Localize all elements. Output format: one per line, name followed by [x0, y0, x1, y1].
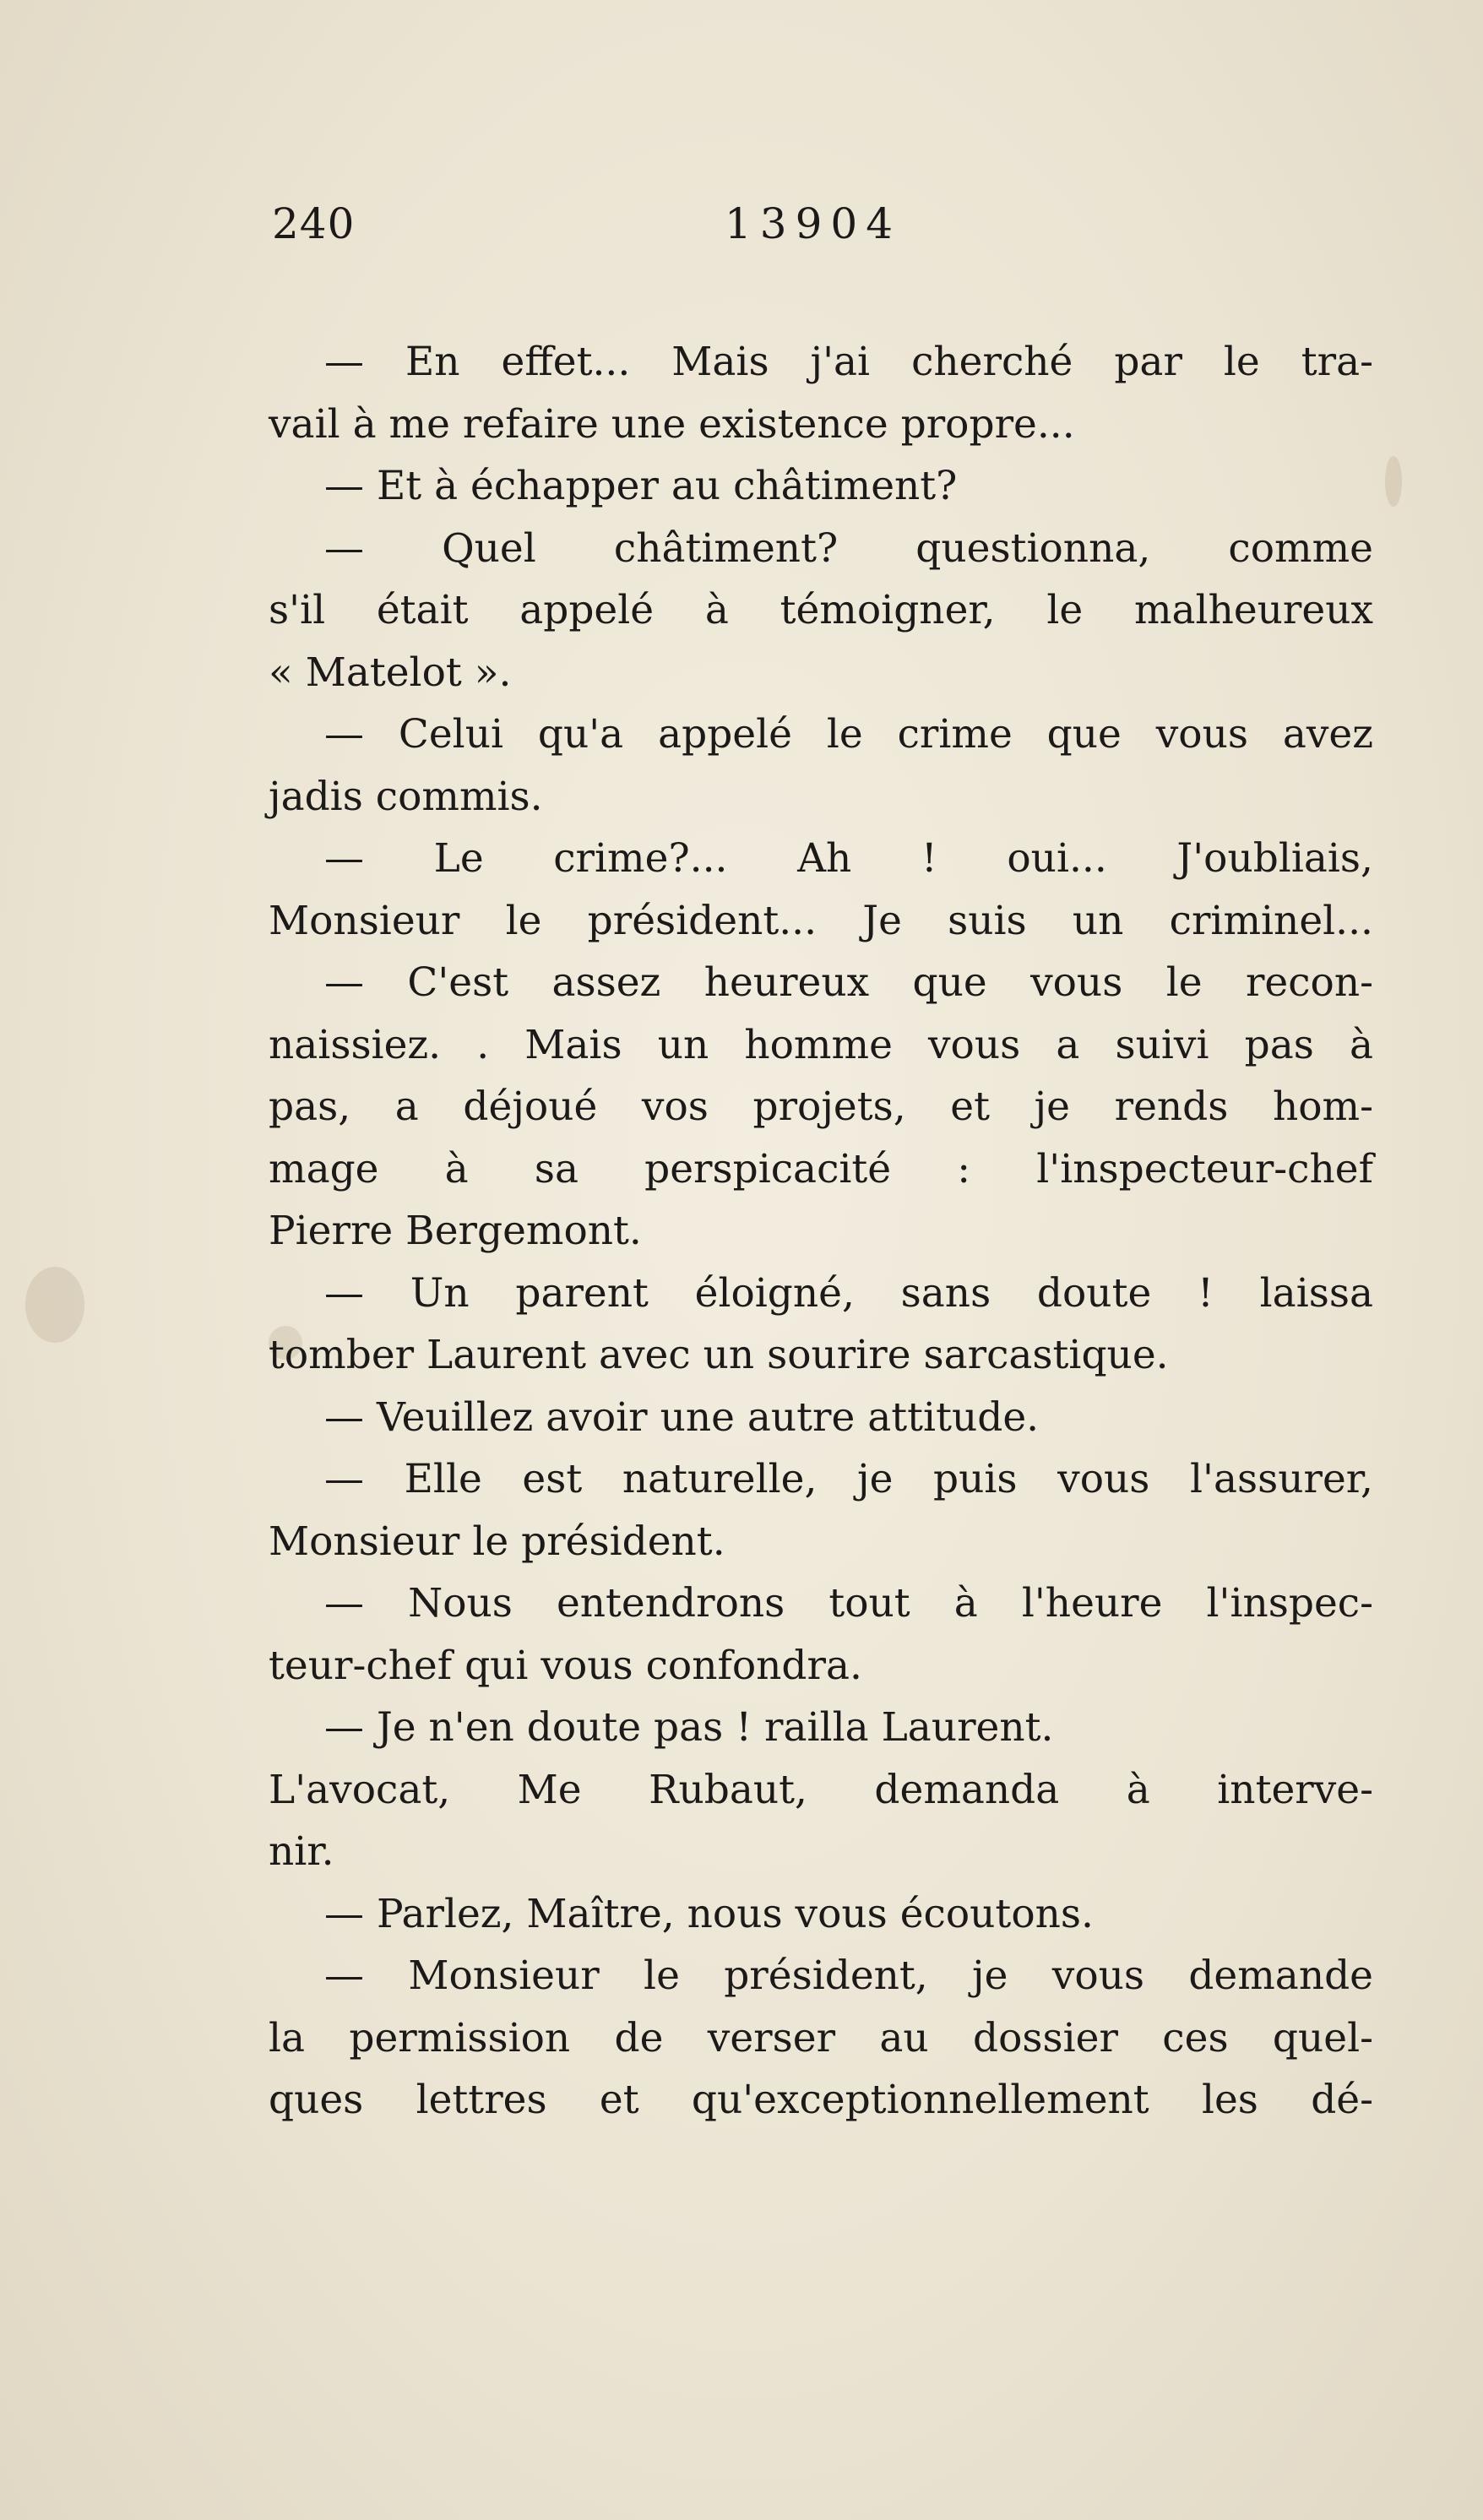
text-line: — Je n'en doute pas ! railla Laurent.	[324, 1704, 1054, 1751]
running-title: 13904	[725, 199, 902, 248]
text-line: — Celui qu'a appelé le crime que vous avez	[324, 711, 1373, 758]
text-line: mage à sa perspicacité : l'inspecteur-chef	[269, 1145, 1373, 1192]
text-line: — Parlez, Maître, nous vous écoutons.	[324, 1890, 1094, 1937]
text-line: tomber Laurent avec un sourire sarcastique.	[269, 1332, 1169, 1378]
page-header	[272, 199, 1167, 267]
text-line: teur-chef qui vous confondra.	[269, 1642, 862, 1689]
paper-stain	[25, 1267, 84, 1343]
text-line: ques lettres et qu'exceptionnellement les dé-	[269, 2077, 1373, 2123]
text-line: s'il était appelé à témoigner, le malheureux	[269, 587, 1373, 633]
text-line: Monsieur le président.	[269, 1518, 725, 1565]
text-line: — Monsieur le président, je vous demande	[324, 1952, 1373, 1999]
text-line: — Veuillez avoir une autre attitude.	[324, 1393, 1040, 1441]
text-line: nir.	[269, 1828, 334, 1875]
text-line: — Un parent éloigné, sans doute ! laissa	[324, 1269, 1373, 1317]
text-line: vail à me refaire une existence propre...	[269, 400, 1075, 448]
paper-stain	[1385, 456, 1402, 507]
body-text	[269, 331, 1373, 2132]
text-line: — Le crime?... Ah ! oui... J'oubliais,	[324, 835, 1373, 882]
text-line: la permission de verser au dossier ces quel-	[269, 2014, 1373, 2061]
text-line: jadis commis.	[269, 773, 543, 820]
text-line: pas, a déjoué vos projets, et je rends hom-	[269, 1083, 1373, 1130]
text-line: — Nous entendrons tout à l'heure l'inspec-	[324, 1580, 1373, 1627]
text-line: « Matelot ».	[269, 649, 512, 696]
text-line: — Elle est naturelle, je puis vous l'assurer,	[324, 1456, 1373, 1502]
text-line: — C'est assez heureux que vous le recon-	[324, 959, 1373, 1006]
text-line: naissiez. . Mais un homme vous a suivi pas à	[269, 1021, 1373, 1068]
text-line: — Et à échapper au châtiment?	[324, 463, 958, 509]
text-line: Pierre Bergemont.	[269, 1208, 642, 1254]
page-number: 240	[272, 199, 356, 248]
text-line: Monsieur le président... Je suis un criminel...	[269, 897, 1373, 944]
text-line: — Quel châtiment? questionna, comme	[324, 524, 1373, 572]
text-line: — En effet... Mais j'ai cherché par le tra-	[324, 339, 1373, 385]
text-line: L'avocat, Me Rubaut, demanda à interve-	[269, 1766, 1373, 1813]
